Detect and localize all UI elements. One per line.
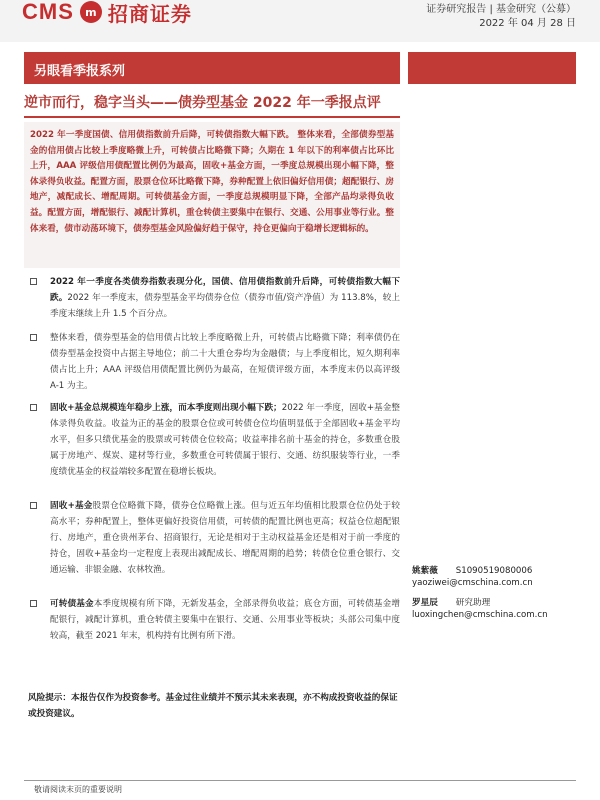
report-title: 逆市而行，稳字当头——债券型基金 2022 年一季报点评	[24, 95, 381, 111]
key-point-lead: 固收+基金	[50, 501, 93, 511]
key-point-body: 本季度规模有所下降，无新发基金，全部录得负收益；底仓方面，可转债基金增配银行，减配计算机，重仓转债主要集中在银行、交通、公用事业等板块；头部公司集中度较高，截至 2021 年末，机构持有比例有所下滑。	[50, 599, 400, 641]
report-date: 2022 年 04 月 28 日	[479, 18, 576, 29]
key-point	[28, 498, 400, 578]
report-header	[0, 0, 600, 42]
author-line	[412, 596, 490, 608]
key-point-body: 2022 年一季度末，债券型基金平均债券仓位（债券市值/资产净值）为 113.8%，较上季度末继续上升 1.5 个百分点。	[50, 293, 400, 319]
key-point-lead: 固收+基金总规模连年稳步上涨，而本季度则出现小幅下跌；	[50, 403, 282, 413]
key-point	[28, 274, 400, 322]
square-bullet-icon	[30, 278, 37, 285]
summary-box: 2022 年一季度国债、信用债指数前升后降，可转债指数大幅下跌。 整体来看，全部债券型基金的信用债占比较上季度略微上升，可转债占比略微下降；久期在 1 年以下的利率债占比环比上升，AAA 评级信用债配置比例仍为最高，固收+基金方面，一季度总规模出现小幅下降，整体录得负收益。配置方面，股票仓位环比略微下降，券种配置上依旧偏好信用债；超配银行、房地产，减配成长、增配周期。可转债基金方面，一季度总规模明显下降，全部产品均录得负收益。配置方面，增配银行、减配计算机，重仓转债主要集中在银行、交通、公用事业等行业。整体来看，债市动荡环境下，债券型基金风险偏好趋于保守，持仓更偏向于稳增长逻辑标的。	[24, 122, 400, 268]
series-banner-side	[408, 52, 576, 84]
risk-warning: 风险提示：本报告仅作为投资参考。基金过往业绩并不预示其未来表现，亦不构成投资收益的保证或投资建议。	[28, 693, 398, 719]
brand-logo	[22, 0, 192, 24]
title-divider	[24, 116, 400, 118]
report-type: 证券研究报告 | 基金研究（公募）	[426, 4, 576, 15]
author-role: 研究助理	[455, 598, 491, 608]
square-bullet-icon	[30, 600, 37, 607]
author-name: 罗星辰	[412, 598, 438, 608]
square-bullet-icon	[30, 334, 37, 341]
key-point-lead: 2022 年一季度各类债券指数表现分化，国债、信用债指数前升后降，可转债指数大幅下跌。	[50, 277, 400, 303]
author-name: 姚紫薇	[412, 566, 438, 576]
footer-divider	[24, 780, 576, 781]
footer-note: 敬请阅读末页的重要说明	[34, 785, 122, 794]
author-line	[412, 564, 532, 576]
logo-text-en: CMS	[22, 0, 74, 24]
author-email[interactable]: luoxingchen@cmschina.com.cn	[412, 610, 548, 620]
key-point	[28, 596, 400, 644]
key-point-lead: 可转债基金	[50, 599, 94, 609]
author-email[interactable]: yaoziwei@cmschina.com.cn	[412, 578, 533, 588]
series-banner: 另眼看季报系列	[24, 52, 400, 84]
logo-text-cn: 招商证券	[107, 1, 192, 26]
key-point-body: 2022 年一季度，固收+基金整体录得负收益。收益为正的基金的股票仓位或可转债仓位均值明显低于全部固收+基金平均水平，但多只绩优基金的股票或可转债仓位较高；收益率排名前十基金的持仓，多数重仓股属于房地产、煤炭、建材等行业，多数重仓可转债属于银行、交通、纺织服装等行业，一季度绩优基金的权益端较多配置在稳增长板块。	[50, 403, 401, 477]
author-id: S1090519080006	[455, 566, 533, 576]
key-point-body: 整体来看，债券型基金的信用债占比较上季度略微上升，可转债占比略微下降；利率债仍在债券型基金投资中占据主导地位；前二十大重仓券均为金融债；与上季度相比，短久期利率债占比上升；AAA 评级信用债配置比例仍为最高，在短债评级方面，本季度末仍以高评级 A-1 为主。	[50, 333, 400, 391]
key-point	[28, 330, 400, 394]
square-bullet-icon	[30, 502, 37, 509]
square-bullet-icon	[30, 404, 37, 411]
key-point	[28, 400, 400, 480]
key-point-body: 股票仓位略微下降，债券仓位略微上涨。但与近五年均值相比股票仓位仍处于较高水平；券种配置上，整体更偏好投资信用债，可转债的配置比例也更高；权益仓位超配银行、房地产，重仓贵州茅台、招商银行，无论是相对于主动权益基金还是相对于前一季度的持仓，固收+基金均一定程度上表现出减配成长、增配周期的趋势；转债仓位重仓银行、交通运输、非银金融、农林牧渔。	[50, 501, 400, 575]
logo-mark-icon: m	[80, 1, 102, 23]
